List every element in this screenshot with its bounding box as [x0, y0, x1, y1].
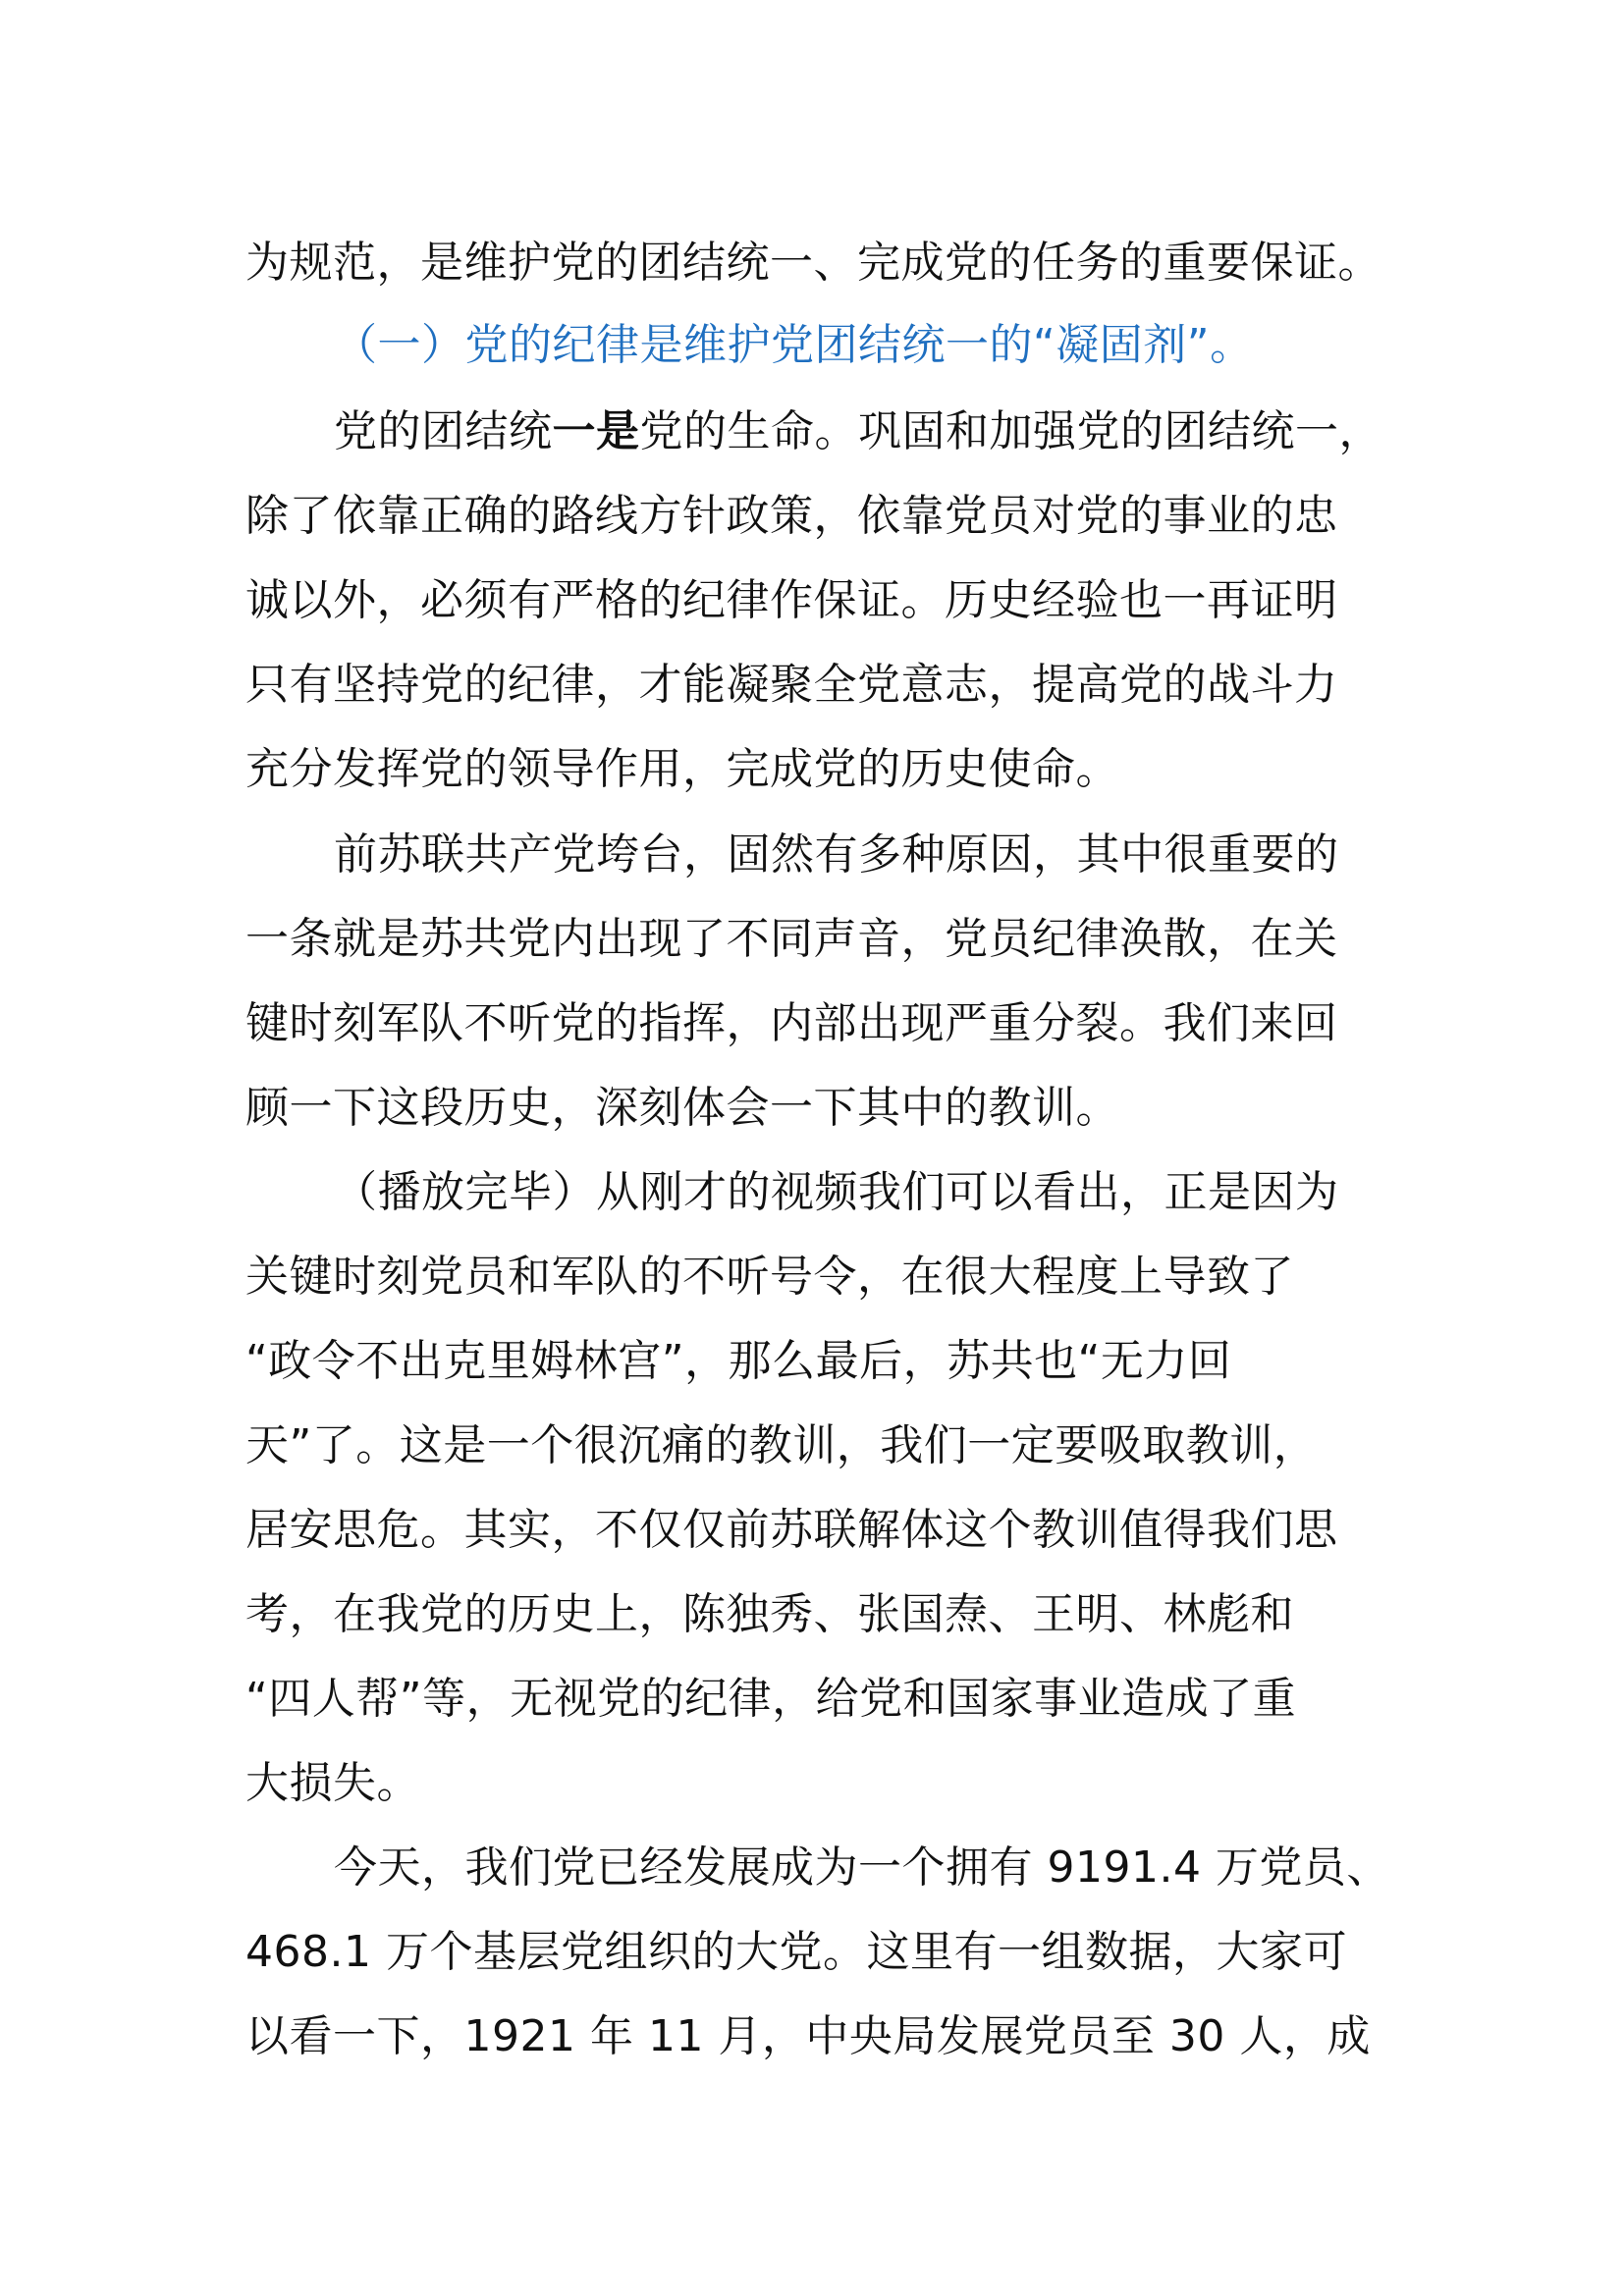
paragraph-line-19: 大损失。 [245, 1758, 420, 1808]
paragraph-line-10: 键时刻军队不听党的指挥，内部出现严重分裂。我们来回 [245, 998, 1338, 1048]
paragraph-line-6: 只有坚持党的纪律，才能凝聚全党意志，提高党的战斗力 [245, 660, 1338, 710]
paragraph-line-4: 除了依靠正确的路线方针政策，依靠党员对党的事业的忠 [245, 491, 1338, 541]
paragraph-line-22: 以看一下，1921 年 11 月，中央局发展党员至 30 人，成 [245, 2011, 1371, 2061]
paragraph-line-1: 为规范，是维护党的团结统一、完成党的任务的重要保证。 [245, 238, 1381, 288]
paragraph-line-14: “政令不出克里姆林宫”，那么最后，苏共也“无力回 [245, 1336, 1232, 1386]
paragraph-line-16: 居安思危。其实，不仅仅前苏联解体这个教训值得我们思 [245, 1505, 1338, 1555]
paragraph-line-8: 前苏联共产党垮台，固然有多种原因，其中很重要的 [334, 829, 1339, 880]
paragraph-line-13: 关键时刻党员和军队的不听号令，在很大程度上导致了 [245, 1252, 1294, 1302]
paragraph-line-9: 一条就是苏共党内出现了不同声音，党员纪律涣散，在关 [245, 914, 1338, 964]
paragraph-line-18: “四人帮”等，无视党的纪律，给党和国家事业造成了重 [245, 1674, 1297, 1724]
text-run: 党的团结统 [334, 406, 553, 456]
paragraph-line-17: 考，在我党的历史上，陈独秀、张国焘、王明、林彪和 [245, 1589, 1294, 1639]
paragraph-line-12: （播放完毕）从刚才的视频我们可以看出，正是因为 [334, 1167, 1339, 1217]
paragraph-line-11: 顾一下这段历史，深刻体会一下其中的教训。 [245, 1083, 1119, 1133]
paragraph-line-20: 今天，我们党已经发展成为一个拥有 9191.4 万党员、 [334, 1842, 1390, 1893]
paragraph-line-21: 468.1 万个基层党组织的大党。这里有一组数据，大家可 [245, 1927, 1347, 1977]
section-heading: （一）党的纪律是维护党团结统一的“凝固剂”。 [334, 320, 1254, 370]
paragraph-line-7: 充分发挥党的领导作用，完成党的历史使命。 [245, 744, 1119, 794]
bold-text-run: 一是 [552, 406, 640, 456]
paragraph-line-15: 天”了。这是一个很沉痛的教训，我们一定要吸取教训， [245, 1420, 1318, 1470]
text-run: 党的生命。巩固和加强党的团结统一， [639, 406, 1382, 456]
paragraph-line-5: 诚以外，必须有严格的纪律作保证。历史经验也一再证明 [245, 575, 1338, 625]
paragraph-line-3 [334, 402, 1382, 461]
